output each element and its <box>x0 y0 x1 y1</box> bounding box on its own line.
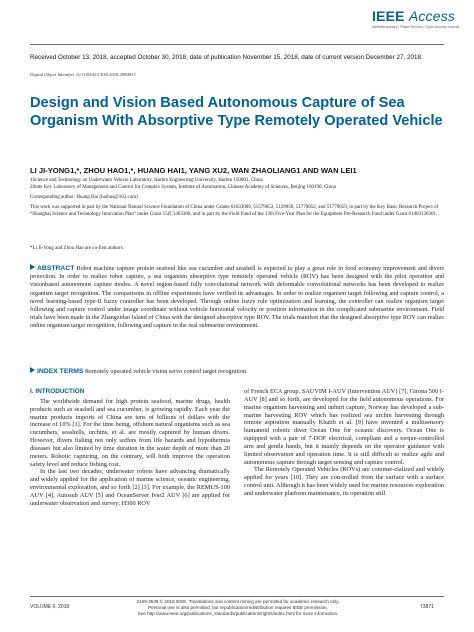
index-terms <box>30 367 444 375</box>
paper-title: Design and Vision Based Autonomous Capture of Sea Organism With Absorptive Type Remotely Operated Vehicle <box>30 95 443 129</box>
logo-tagline: Multidisciplinary | Rapid Review | Open Access Journal <box>372 25 460 29</box>
paragraph: of French ECA group, SAUVIM I-AUV (Intervention AUV) [7], Girona 500 I-AUV [8] and so forth, are developed for the field autonomous operations. For marine organism harvesting and unhurt capture, Norway has developed a sub-marine harvesting ROV which has realized sea urchin harvesting through remote aspiration manually Khatib et al. [9] have invented a multisensory humanoid robotic diver Ocean One for oceanic discovery. Ocean One is equipped with a pair of 7-DOF electrical, compliant and a torque-controlled arm and gentle hands, but it mainly depends on the operator guidance with limited observation and operation time. It is still difficult to realize agile and autonomous capture through target sensing and capture control. <box>244 388 444 466</box>
ieee-access-logo <box>372 8 458 38</box>
footer-rule <box>30 596 444 597</box>
abstract-label: ABSTRACT <box>37 265 75 272</box>
affiliation-2: 2State Key Laboratory of Management and Control for Complex System, Institute of Automation, Chinese Academy of Sciences, Beijing 100190, China <box>30 184 336 190</box>
logo-wordmark <box>372 8 458 24</box>
paragraph: The Remotely Operated Vehicles (ROVs) are commer-cialized and widely applied for years [10]. They are con-trolled from the surface with a surface control unit. Although it has been widely used for marine resources exploration and underwater platform maintenance, its operation still <box>244 466 444 497</box>
index-terms-label: INDEX TERMS <box>37 368 84 375</box>
footer-license <box>118 599 358 617</box>
doi-line: Digital Object Identifier 10.1109/ACCESS.2018.2880813 <box>30 72 136 77</box>
affiliation-1: 1Science and Technology on Underwater Vehicle Laboratory, Harbin Engineering University, Harbin 150001, China <box>30 178 263 183</box>
page-number: 73871 <box>420 604 434 610</box>
body-column-right <box>244 388 444 498</box>
license-line: 2169-3536 © 2018 IEEE. Translations and content mining are permitted for academic research only. <box>136 599 340 604</box>
header-rule <box>30 44 444 45</box>
section-heading: I. INTRODUCTION <box>30 388 85 395</box>
corresponding-author: Corresponding author: Huang Hai (haihus@163.com) <box>30 195 138 200</box>
paragraph: In the last two decades, underwater robots have advancing dramatically and widely applied for the application of marine science, oceanic engineering, environmental exploration, and so forth [2] [3]. For example, the REMUS-100 AUV [4], Autosub AUV [5] and OceanServer Iver2 AUV [6] are applied for underwater observation and survey; H300 ROV <box>30 468 230 507</box>
triangle-icon <box>30 264 35 270</box>
publication-dates: Received October 13, 2018, accepted October 30, 2018, date of publication November 15, 2018, date of current version December 27, 2018. <box>30 54 423 61</box>
triangle-icon <box>30 367 35 373</box>
license-line: Personal use is also permitted, but republication/redistribution requires IEEE permission. <box>148 605 328 610</box>
footer-volume: VOLUME 6, 2018 <box>30 604 70 610</box>
index-terms-text: Remotely operated vehicle vision servo control target recognition. <box>85 369 248 375</box>
license-line: See http://www.ieee.org/publications_standards/publications/rights/index.html for more information. <box>137 611 339 616</box>
paragraph: The worldwide demand for high protein seafood, marine drugs, health products such as seashell and sea cucumber, is growing rapidly. Each year the marine products imports of China are tens of billions of dollars with the increase of 10% [1]. For the time being, offshore natural organisms such as sea cucumbers, seashells, urchins, et al. are mostly captured by human divers. However, divers fishing not only suffers from life hazards and hypothermia diseases but also limited by time duration in the water depth of more than 20 meters. Robotic capturing, on the contrary, will both improve the operation safety level and reduce fishing cost. <box>30 397 230 468</box>
affiliations <box>30 178 450 191</box>
funding-note: This work was supported in part by the National Natural Science Foundation of China under Grants 61633009, 51579053, 5129050, 51779052, and 51779059, in part by the Key Basic Research Project of “Shanghai Science and Technology Innovation Plan” under Grant 15JC1403300, and in part by the Field Fund of the 13th Five-Year Plan for the Equipment Pre-Research Fund under Grant 61403120301. <box>30 205 439 217</box>
co-first-note: *Li Ji-Yong and Zhou Hao are co-first authors. <box>30 246 124 251</box>
author-list: LI JI-YONG1,*, ZHOU HAO1,*, HUANG HAI1, YANG XU2, WAN ZHAOLIANG1 AND WAN LEI1 <box>30 166 357 175</box>
abstract-text: Robot machine capture protein seafood like sea cucumber and seashell is expected to play a great role in food economy improvement and divers protection. In order to realize robot capture, a sea organism absorptive type remotely operated vehicle (ROV) has been designed with the pilot operation and visionbased autonomous capture modes. A novel region-based fully convolutional network with deformable convolutional networks has been developed to realize organism target recognition. The comparisons in offline experiments have verified its advantages. In order to realize organism target following and capture control, a novel learning-based type-II fuzzy controller has been developed. Through online fuzzy rule optimization and learning, the controller can realize organism target following and capture control under image coordinate without vehicle horizontal velocity or position information in the complicated submarine environment. Field trials have been made in the Zhangzidao Island of China with the designed absorptive type ROV. The trials manifest that the designed absorptive type ROV can realize online organism target recognition, following and capture in the real submarine environment. <box>30 266 444 330</box>
abstract <box>30 264 444 331</box>
body-column-left <box>30 388 230 508</box>
logo-access: Access <box>408 8 456 24</box>
logo-ieee: IEEE <box>372 8 405 24</box>
